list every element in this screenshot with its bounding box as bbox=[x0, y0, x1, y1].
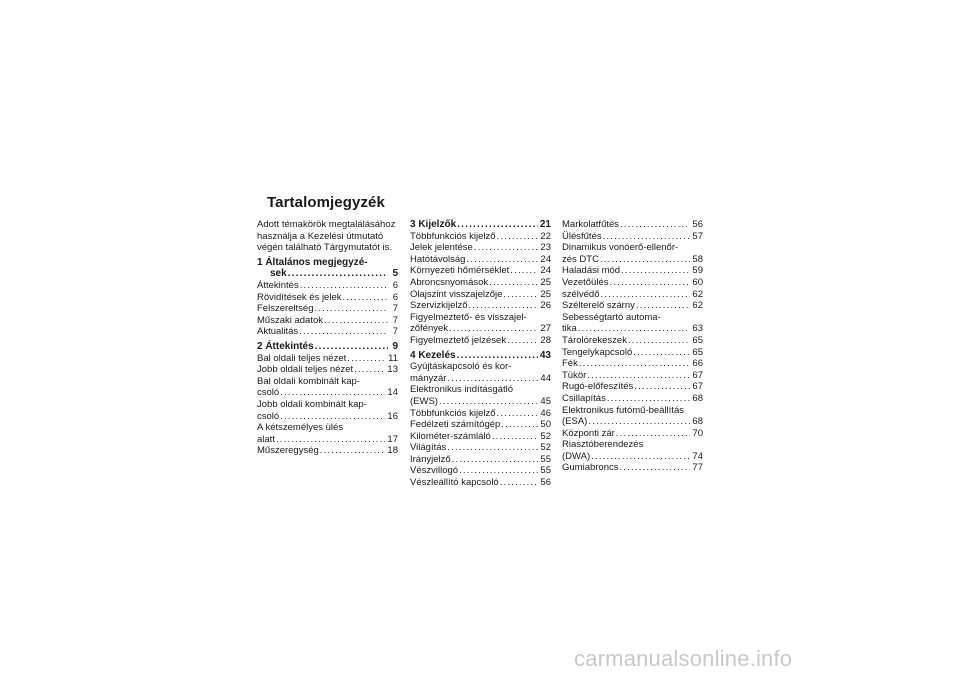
dot-leader bbox=[300, 280, 388, 292]
toc-entry-line[interactable]: Figyelmeztető- és visszajel- bbox=[410, 311, 527, 323]
entry-label: Kilométer-számláló bbox=[410, 430, 491, 442]
entry-label: Felszereltség bbox=[257, 303, 314, 315]
dot-leader bbox=[447, 373, 538, 385]
toc-entry[interactable] bbox=[410, 289, 551, 301]
toc-entry[interactable] bbox=[410, 373, 551, 385]
dot-leader bbox=[280, 411, 385, 423]
page-number: 6 bbox=[392, 279, 398, 291]
entry-label: csoló bbox=[257, 410, 280, 422]
page-number: 23 bbox=[540, 242, 551, 254]
toc-entry[interactable] bbox=[257, 292, 398, 304]
entry-label: alatt bbox=[257, 433, 275, 445]
page-number: 45 bbox=[540, 395, 551, 407]
page-number: 65 bbox=[692, 346, 703, 358]
page-number: 52 bbox=[540, 430, 551, 442]
section-heading-2[interactable] bbox=[257, 341, 398, 353]
toc-entry[interactable] bbox=[562, 335, 703, 347]
page-number: 17 bbox=[387, 433, 398, 445]
dot-leader bbox=[276, 434, 385, 446]
dot-leader bbox=[315, 303, 389, 315]
page-number: 5 bbox=[392, 268, 398, 280]
page-number: 52 bbox=[540, 442, 551, 454]
page-number: 59 bbox=[692, 265, 703, 277]
toc-entry-line[interactable]: Elektronikus indításgátló bbox=[410, 384, 513, 396]
page-number: 62 bbox=[692, 288, 703, 300]
toc-entry[interactable] bbox=[562, 358, 703, 370]
page-number: 13 bbox=[387, 364, 398, 376]
toc-entry[interactable] bbox=[410, 242, 551, 254]
page-number: 24 bbox=[540, 265, 551, 277]
toc-entry[interactable] bbox=[562, 277, 703, 289]
entry-label: Tükör bbox=[562, 369, 587, 381]
entry-label: Környezeti hőmérséklet bbox=[410, 265, 510, 277]
page-number: 7 bbox=[392, 303, 398, 315]
dot-leader bbox=[501, 419, 538, 431]
page-number: 58 bbox=[692, 253, 703, 265]
dot-leader bbox=[474, 242, 539, 254]
toc-entry[interactable] bbox=[410, 454, 551, 466]
intro-line: végén található Tárgymutatót is. bbox=[257, 242, 393, 254]
dot-leader bbox=[315, 341, 388, 353]
page-number: 63 bbox=[692, 323, 703, 335]
entry-label: Markolatfűtés bbox=[562, 219, 620, 230]
dot-leader bbox=[457, 350, 538, 362]
dot-leader bbox=[628, 335, 690, 347]
toc-entry[interactable] bbox=[257, 303, 398, 315]
entry-label: szélvédő bbox=[562, 288, 600, 300]
page-number: 6 bbox=[392, 291, 398, 303]
entry-label: 4 Kezelés bbox=[410, 349, 456, 361]
page-number: 55 bbox=[540, 465, 551, 477]
entry-label: Ülésfűtés bbox=[562, 230, 602, 242]
toc-entry-line[interactable]: Jobb oldali kombinált kap- bbox=[257, 398, 367, 410]
toc-entry[interactable] bbox=[562, 393, 703, 405]
watermark: carmanualsonline.info bbox=[574, 646, 793, 671]
toc-entry[interactable] bbox=[562, 462, 703, 474]
dot-leader bbox=[620, 219, 690, 231]
dot-leader bbox=[466, 254, 538, 266]
page-number: 62 bbox=[692, 300, 703, 312]
intro-line: használja a Kezelési útmutató bbox=[257, 230, 384, 242]
dot-leader bbox=[280, 387, 385, 399]
entry-label: Tárolórekeszek bbox=[562, 334, 627, 346]
toc-entry[interactable] bbox=[562, 323, 703, 335]
dot-leader bbox=[354, 364, 385, 376]
toc-entry[interactable] bbox=[410, 419, 551, 431]
page-number: 7 bbox=[392, 326, 398, 338]
page-number: 68 bbox=[692, 392, 703, 404]
toc-entry[interactable] bbox=[562, 254, 703, 266]
dot-leader bbox=[579, 358, 691, 370]
page-number: 43 bbox=[539, 349, 551, 361]
page-number: 22 bbox=[540, 230, 551, 242]
entry-label: Gumiabroncs bbox=[562, 462, 619, 474]
dot-leader bbox=[621, 265, 690, 277]
entry-label: mányzár bbox=[410, 372, 447, 384]
entry-label: sek bbox=[270, 268, 287, 280]
page-number: 65 bbox=[692, 334, 703, 346]
dot-leader bbox=[447, 442, 538, 454]
toc-entry-line[interactable]: Riasztóberendezés bbox=[562, 439, 644, 451]
entry-label: Bal oldali teljes nézet bbox=[257, 352, 347, 364]
dot-leader bbox=[457, 219, 538, 231]
dot-leader bbox=[636, 300, 691, 312]
page-number: 50 bbox=[540, 419, 551, 431]
page-number: 14 bbox=[387, 387, 398, 399]
entry-label: Rugó-előfeszítés bbox=[562, 381, 634, 393]
entry-label: Műszaki adatok bbox=[257, 314, 324, 326]
dot-leader bbox=[469, 300, 539, 312]
entry-label: Műszeregység bbox=[257, 445, 319, 457]
dot-leader bbox=[489, 277, 538, 289]
page-number: 46 bbox=[540, 407, 551, 419]
toc-entry-line[interactable]: Gyújtáskapcsoló és kor- bbox=[410, 361, 512, 373]
entry-label: Szervizkijelző bbox=[410, 300, 468, 312]
page-number: 9 bbox=[392, 340, 398, 352]
toc-entry-line[interactable]: Sebességtartó automa- bbox=[562, 311, 661, 323]
toc-entry[interactable] bbox=[257, 326, 398, 338]
page-number: 56 bbox=[692, 219, 703, 230]
dot-leader bbox=[503, 289, 538, 301]
dot-leader bbox=[603, 231, 691, 243]
intro-text bbox=[257, 219, 398, 254]
entry-label: Jelek jelentése bbox=[410, 242, 473, 254]
entry-label: (ESA) bbox=[562, 416, 588, 428]
toc-entry[interactable] bbox=[562, 428, 703, 440]
entry-label: Fedélzeti számítógép bbox=[410, 419, 501, 431]
dot-leader bbox=[439, 396, 538, 408]
page-number: 57 bbox=[692, 230, 703, 242]
page-number: 74 bbox=[692, 450, 703, 462]
toc-entry[interactable] bbox=[410, 408, 551, 420]
entry-label: Vészleállító kapcsoló bbox=[410, 477, 499, 489]
toc-entry[interactable] bbox=[410, 323, 551, 335]
toc-column-2 bbox=[410, 219, 551, 489]
entry-label: Szélterelő szárny bbox=[562, 300, 635, 312]
entry-label: Figyelmeztető jelzések bbox=[410, 334, 507, 346]
toc-entry[interactable] bbox=[562, 265, 703, 277]
page-number: 28 bbox=[540, 334, 551, 346]
toc-entry[interactable] bbox=[410, 254, 551, 266]
entry-label: 3 Kijelzők bbox=[410, 219, 457, 230]
dot-leader bbox=[507, 335, 538, 347]
toc-column-3 bbox=[562, 219, 703, 474]
dot-leader bbox=[320, 445, 386, 457]
page-number: 11 bbox=[388, 352, 398, 364]
dot-leader bbox=[591, 451, 690, 463]
toc-entry[interactable] bbox=[410, 396, 551, 408]
toc-entry[interactable] bbox=[410, 465, 551, 477]
entry-label: Csillapítás bbox=[562, 392, 606, 404]
entry-label: Irányjelző bbox=[410, 453, 451, 465]
toc-entry[interactable] bbox=[410, 277, 551, 289]
section-heading-1[interactable]: 1 Általános megjegyzé- bbox=[257, 256, 368, 268]
entry-label: Rövidítések és jelek bbox=[257, 291, 342, 303]
section-heading-3[interactable] bbox=[410, 219, 551, 231]
entry-label: zés DTC bbox=[562, 253, 599, 265]
dot-leader bbox=[510, 265, 538, 277]
toc-entry[interactable] bbox=[562, 300, 703, 312]
dot-leader bbox=[607, 393, 691, 405]
dot-leader bbox=[500, 477, 539, 489]
page-number: 18 bbox=[387, 445, 398, 457]
dot-leader bbox=[616, 428, 691, 440]
toc-entry[interactable] bbox=[562, 370, 703, 382]
toc-entry[interactable] bbox=[257, 364, 398, 376]
toc-entry-line[interactable]: Dinamikus vonóerő-ellenőr- bbox=[562, 242, 679, 254]
page-number: 67 bbox=[692, 369, 703, 381]
page-number: 55 bbox=[540, 453, 551, 465]
toc-entry[interactable] bbox=[410, 335, 551, 347]
dot-leader bbox=[299, 326, 388, 338]
toc-entry[interactable] bbox=[562, 289, 703, 301]
dot-leader bbox=[288, 268, 388, 280]
dot-leader bbox=[620, 462, 691, 474]
page-number: 66 bbox=[692, 358, 703, 370]
page-number: 26 bbox=[540, 300, 551, 312]
intro-line: Adott témakörök megtalálásához bbox=[257, 219, 396, 230]
entry-label: Fék bbox=[562, 358, 578, 370]
entry-label: Többfunkciós kijelző bbox=[410, 230, 496, 242]
toc-entry[interactable] bbox=[410, 231, 551, 243]
dot-leader bbox=[449, 323, 538, 335]
toc-entry-line[interactable]: Elektronikus futómű-beállítás bbox=[562, 404, 684, 416]
page-number: 25 bbox=[540, 288, 551, 300]
entry-label: (DWA) bbox=[562, 450, 591, 462]
page-number: 44 bbox=[540, 372, 551, 384]
dot-leader bbox=[342, 292, 388, 304]
entry-label: zőfények bbox=[410, 323, 449, 335]
toc-entry[interactable] bbox=[562, 381, 703, 393]
entry-label: tika bbox=[562, 323, 577, 335]
dot-leader bbox=[601, 289, 691, 301]
toc-entry[interactable] bbox=[410, 442, 551, 454]
entry-label: Tengelykapcsoló bbox=[562, 346, 633, 358]
page-number: 7 bbox=[392, 314, 398, 326]
entry-label: Központi zár bbox=[562, 427, 615, 439]
toc-entry[interactable] bbox=[562, 416, 703, 428]
toc-entry[interactable] bbox=[257, 445, 398, 457]
dot-leader bbox=[497, 231, 539, 243]
page-number: 77 bbox=[692, 462, 703, 474]
entry-label: Áttekintés bbox=[257, 279, 299, 291]
entry-label: Világítás bbox=[410, 442, 447, 454]
toc-entry[interactable] bbox=[562, 231, 703, 243]
dot-leader bbox=[347, 353, 386, 365]
dot-leader bbox=[497, 408, 539, 420]
page-number: 25 bbox=[540, 276, 551, 288]
dot-leader bbox=[452, 454, 539, 466]
toc-entry[interactable] bbox=[257, 434, 398, 446]
toc-entry[interactable] bbox=[257, 411, 398, 423]
dot-leader bbox=[587, 370, 690, 382]
dot-leader bbox=[600, 254, 690, 266]
toc-entry-line[interactable]: Bal oldali kombinált kap- bbox=[257, 375, 360, 387]
toc-entry[interactable] bbox=[410, 265, 551, 277]
entry-label: Többfunkciós kijelző bbox=[410, 407, 496, 419]
section-heading-1-cont[interactable] bbox=[257, 268, 398, 280]
toc-entry[interactable] bbox=[562, 219, 703, 231]
section-heading-4[interactable] bbox=[410, 350, 551, 362]
entry-label: Aktualitás bbox=[257, 326, 299, 338]
page-number: 27 bbox=[540, 323, 551, 335]
dot-leader bbox=[634, 381, 690, 393]
dot-leader bbox=[459, 465, 538, 477]
page-number: 60 bbox=[692, 276, 703, 288]
toc-entry[interactable] bbox=[410, 300, 551, 312]
toc-entry[interactable] bbox=[562, 347, 703, 359]
entry-label: Vészvillogó bbox=[410, 465, 459, 477]
page-number: 56 bbox=[540, 477, 551, 489]
toc-entry[interactable] bbox=[257, 353, 398, 365]
dot-leader bbox=[578, 323, 691, 335]
toc-entry[interactable] bbox=[257, 280, 398, 292]
page-number: 68 bbox=[692, 416, 703, 428]
toc-entry[interactable] bbox=[562, 451, 703, 463]
page-title: Tartalomjegyzék bbox=[267, 194, 385, 211]
entry-label: Olajszint visszajelzője bbox=[410, 288, 503, 300]
entry-label: 2 Áttekintés bbox=[257, 340, 314, 352]
toc-entry[interactable] bbox=[410, 431, 551, 443]
entry-label: csoló bbox=[257, 387, 280, 399]
dot-leader bbox=[492, 431, 539, 443]
entry-label: Haladási mód bbox=[562, 265, 621, 277]
toc-entry[interactable] bbox=[257, 315, 398, 327]
page-number: 67 bbox=[692, 381, 703, 393]
entry-label: Jobb oldali teljes nézet bbox=[257, 364, 354, 376]
dot-leader bbox=[633, 347, 690, 359]
toc-column-1 bbox=[257, 219, 398, 457]
dot-leader bbox=[588, 416, 690, 428]
toc-entry[interactable] bbox=[257, 387, 398, 399]
toc-entry[interactable] bbox=[410, 477, 551, 489]
entry-label: (EWS) bbox=[410, 395, 438, 407]
page-number: 16 bbox=[387, 410, 398, 422]
page-number: 70 bbox=[692, 427, 703, 439]
dot-leader bbox=[609, 277, 690, 289]
entry-label: Abroncsnyomások bbox=[410, 276, 489, 288]
entry-label: Hatótávolság bbox=[410, 253, 466, 265]
toc-entry-line[interactable]: A kétszemélyes ülés bbox=[257, 422, 344, 434]
entry-label: Vezetőülés bbox=[562, 276, 609, 288]
dot-leader bbox=[324, 315, 388, 327]
page-number: 21 bbox=[539, 219, 551, 230]
page-number: 24 bbox=[540, 253, 551, 265]
